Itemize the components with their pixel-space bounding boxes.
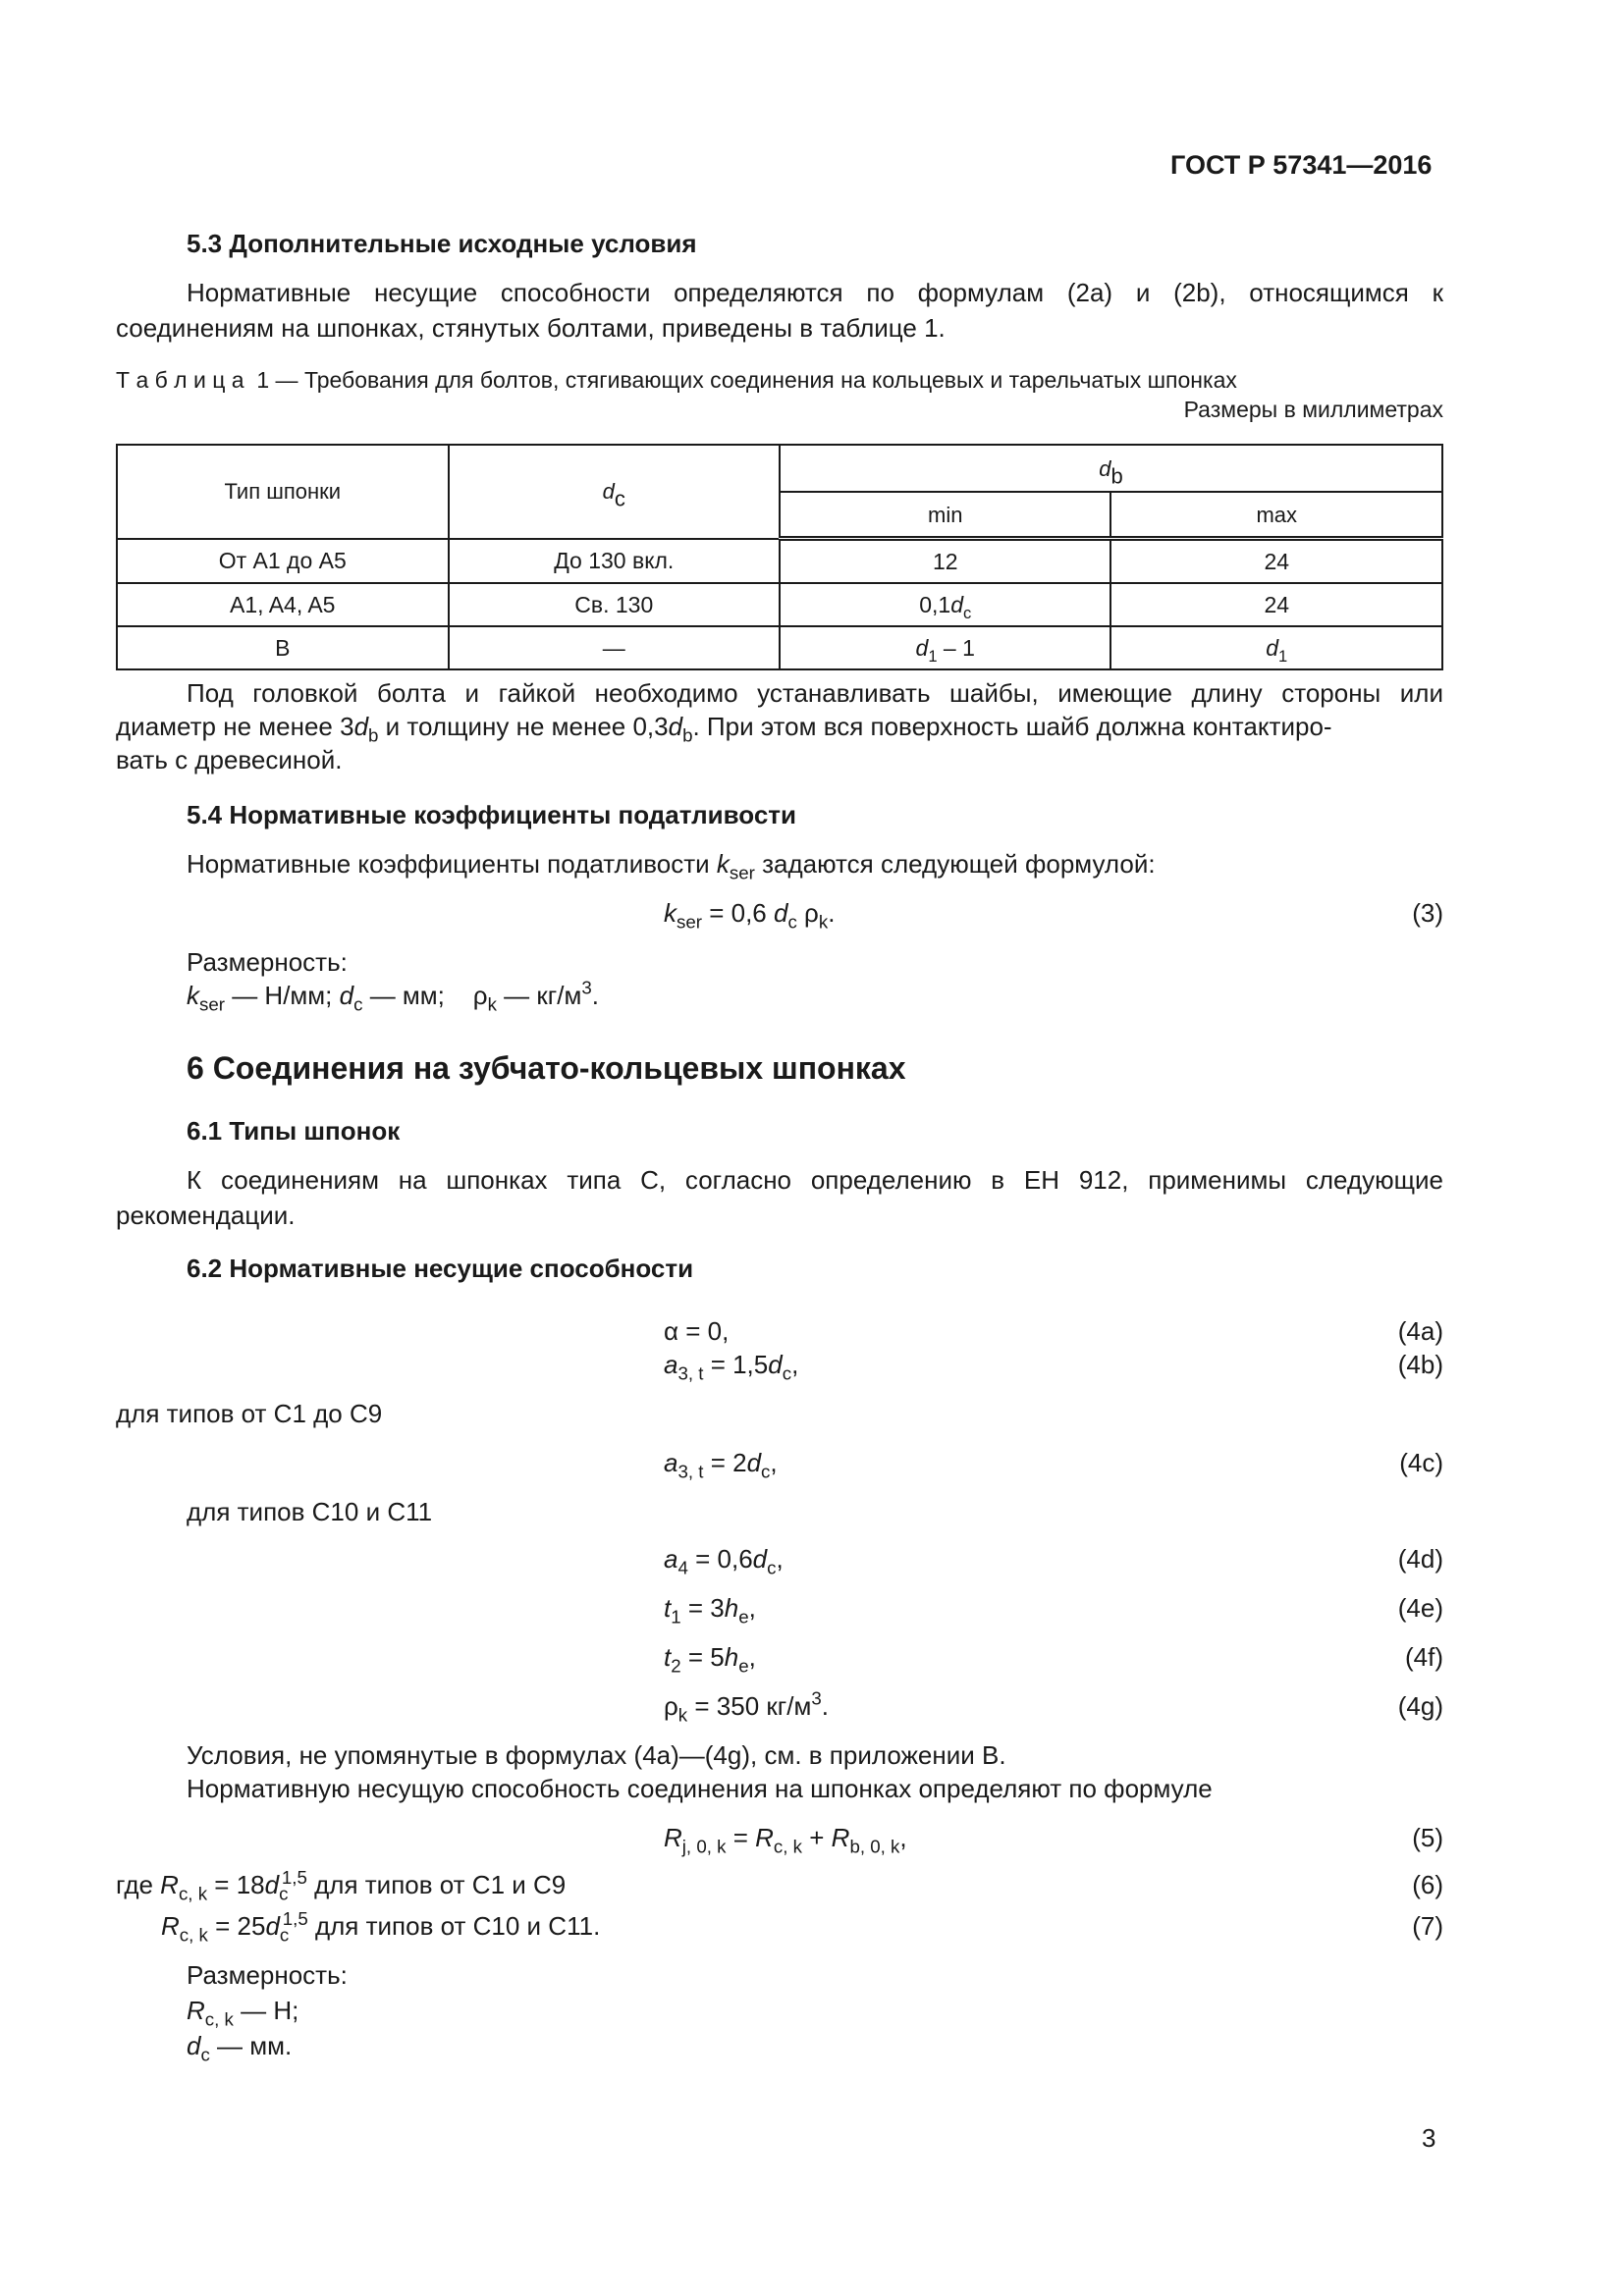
washers-var-1: d: [353, 712, 369, 741]
cell-min-sub: c: [962, 603, 972, 622]
washers-var-2: d: [668, 712, 683, 741]
formula-4e: $t_1 = 3h_e$,: [664, 1593, 756, 1628]
condition-c10-c11: для типов C10 и C11: [187, 1497, 433, 1526]
equation-number-4g: (4g): [1397, 1691, 1443, 1721]
table-1: [116, 444, 1443, 670]
cell-max-var: d: [1266, 634, 1279, 661]
section-5-3-title: 5.3 Дополнительные исходные условия: [187, 229, 697, 258]
dim-rho: — кг/м: [496, 981, 582, 1010]
section-6-1-title: 6.1 Типы шпонок: [187, 1116, 401, 1146]
header-type: [117, 445, 449, 539]
washers-line-1: Под головкой болта и гайкой необходимо устанавливать шайбы, имеющие длину стороны или: [187, 678, 1443, 708]
section-6-2-dim-d: $d_c$ — мм.: [187, 2031, 293, 2065]
cell-dc: —: [449, 626, 780, 669]
equation-number-4b: (4b): [1397, 1350, 1443, 1379]
header-max: [1110, 492, 1442, 539]
section-5-4-intro-b: задаются следующей формулой:: [754, 849, 1156, 879]
header-dc: [449, 445, 780, 539]
washers-line-2-part-a: диаметр не менее 3: [116, 712, 354, 741]
section-5-3-paragraph-text: Нормативные несущие способности определяются по формулам (2a) и (2b), относящимся к соединениям на шпонках, стянутых болтами, приведены в таблице 1.: [116, 278, 1443, 343]
header-type-label: Тип шпонки: [224, 479, 342, 505]
washers-line-2-part-c: . При этом вся поверхность шайб должна контактиро-: [692, 712, 1332, 741]
washers-line-3: вать с древесиной.: [116, 745, 343, 774]
cell-min-var: d: [915, 634, 929, 661]
cell-max-sub: 1: [1278, 646, 1288, 666]
section-6-2-dim-R: $R_{c, k}$ — Н;: [187, 1996, 299, 2030]
section-6-1-paragraph: [116, 1162, 1443, 1233]
washers-line-2-part-b: и толщину не менее 0,3: [378, 712, 669, 741]
section-5-3-paragraph: [116, 275, 1443, 346]
section-5-4-dim-label: Размерность:: [187, 947, 348, 977]
cell-type: A1, A4, A5: [117, 583, 449, 626]
header-max-label: max: [1256, 502, 1298, 527]
cell-type: B: [117, 626, 449, 669]
header-db-sub: b: [1110, 463, 1123, 489]
section-6-title: 6 Соединения на зубчато-кольцевых шпонках: [187, 1050, 906, 1086]
where-word: где: [116, 1870, 161, 1899]
formula-4c: $a_{3, t} = 2d_c$,: [664, 1448, 778, 1482]
formula-4g: $\rho_k = 350$ $кг/м^3$.: [664, 1687, 829, 1726]
section-5-4-title: 5.4 Нормативные коэффициенты податливости: [187, 800, 797, 829]
table-caption: Т а б л и ц а 1 — Требования для болтов, стягивающих соединения на кольцевых и тарельчатых шпонках: [116, 367, 1237, 393]
cell-type: От A1 до A5: [117, 539, 449, 584]
formula-4f: $t_2 = 5h_e$,: [664, 1642, 756, 1677]
formula-4a: α = 0,: [664, 1316, 730, 1346]
cell-min-suffix: – 1: [937, 634, 975, 661]
equation-number-4f: (4f): [1405, 1642, 1443, 1672]
cell-max: 24: [1110, 539, 1442, 584]
equation-number-7: (7): [1412, 1911, 1443, 1941]
table-row: [117, 583, 1442, 626]
equation-number-3: (3): [1412, 898, 1443, 928]
section-6-1-paragraph-text: К соединениям на шпонках типа C, согласно определению в ЕН 912, применимы следующие рекомендации.: [116, 1165, 1443, 1230]
dim-dc: — мм;: [362, 981, 445, 1010]
cell-dc: Св. 130: [449, 583, 780, 626]
header-min: [780, 492, 1110, 539]
formula-7: $R_{c, k} = 25d_c^{1,5}$ для типов от C10 и C11.: [161, 1907, 601, 1946]
header-db-var: d: [1099, 455, 1111, 481]
cell-min-sub: 1: [928, 646, 938, 666]
formula-5: $R_{j, 0, k} = R_{c, k} + R_{b, 0, k}$,: [664, 1823, 907, 1857]
page-number: 3: [1422, 2123, 1436, 2153]
cell-min: 12: [780, 539, 1110, 584]
washers-sub-2: b: [682, 724, 693, 746]
equation-number-4a: (4a): [1397, 1316, 1443, 1346]
section-5-4-intro: [187, 846, 1156, 881]
condition-c1-c9: для типов от C1 до C9: [116, 1399, 383, 1428]
dim-R-unit: — Н;: [233, 1996, 299, 2025]
equation-number-5: (5): [1412, 1823, 1443, 1852]
dim-d-unit: — мм.: [209, 2031, 293, 2060]
table-row: [117, 539, 1442, 584]
washers-line-2: [116, 709, 1332, 744]
table-units-note: Размеры в миллиметрах: [1183, 397, 1443, 422]
formula-3: $k_{ser} = 0,6$ $d_c$ $\rho_k$.: [664, 898, 836, 933]
conditions-note: Условия, не упомянутые в формулах (4a)—(4g), см. в приложении B.: [187, 1740, 1006, 1770]
cell-min-prefix: 0,1: [919, 591, 951, 617]
equation-number-6: (6): [1412, 1870, 1443, 1899]
cell-max: [1110, 626, 1442, 669]
equation-number-4c: (4c): [1399, 1448, 1443, 1477]
formula-6-text: для типов от C1 и C9: [306, 1870, 567, 1899]
equation-number-4e: (4e): [1397, 1593, 1443, 1623]
table-row: [117, 626, 1442, 669]
cell-min-var: d: [950, 591, 963, 617]
header-db: [780, 445, 1442, 492]
dim-kser: — Н/мм;: [224, 981, 333, 1010]
document-standard-header: ГОСТ Р 57341—2016: [1170, 150, 1433, 180]
formula-6: где $R_{c, k} = 18d_c^{1,5}$ для типов от C1 и C9: [116, 1866, 567, 1904]
formula-4b: $a_{3, t} = 1,5d_c$,: [664, 1350, 799, 1384]
washers-sub-1: b: [368, 724, 379, 746]
section-5-4-dim-values: $k_{ser}$ — Н/мм; $d_c$ — мм; $\rho_k$ — $кг/м^3$.: [187, 977, 599, 1015]
cell-min: [780, 583, 1110, 626]
formula-7-text: для типов от C10 и C11.: [307, 1911, 601, 1941]
kser-var: k: [716, 849, 730, 879]
cell-dc: До 130 вкл.: [449, 539, 780, 584]
kser-sub: ser: [729, 862, 755, 883]
section-6-2-title: 6.2 Нормативные несущие способности: [187, 1254, 694, 1283]
header-dc-var: d: [602, 479, 615, 505]
cell-min: [780, 626, 1110, 669]
section-5-4-intro-a: Нормативные коэффициенты податливости: [187, 849, 717, 879]
section-6-2-dim-label: Размерность:: [187, 1960, 348, 1990]
header-dc-sub: c: [614, 486, 625, 511]
header-min-label: min: [928, 502, 963, 527]
cell-max: 24: [1110, 583, 1442, 626]
formula-4d: $a_4 = 0,6d_c$,: [664, 1544, 784, 1578]
equation-number-4d: (4d): [1397, 1544, 1443, 1574]
formula-intro: Нормативную несущую способность соединения на шпонках определяют по формуле: [187, 1774, 1213, 1803]
